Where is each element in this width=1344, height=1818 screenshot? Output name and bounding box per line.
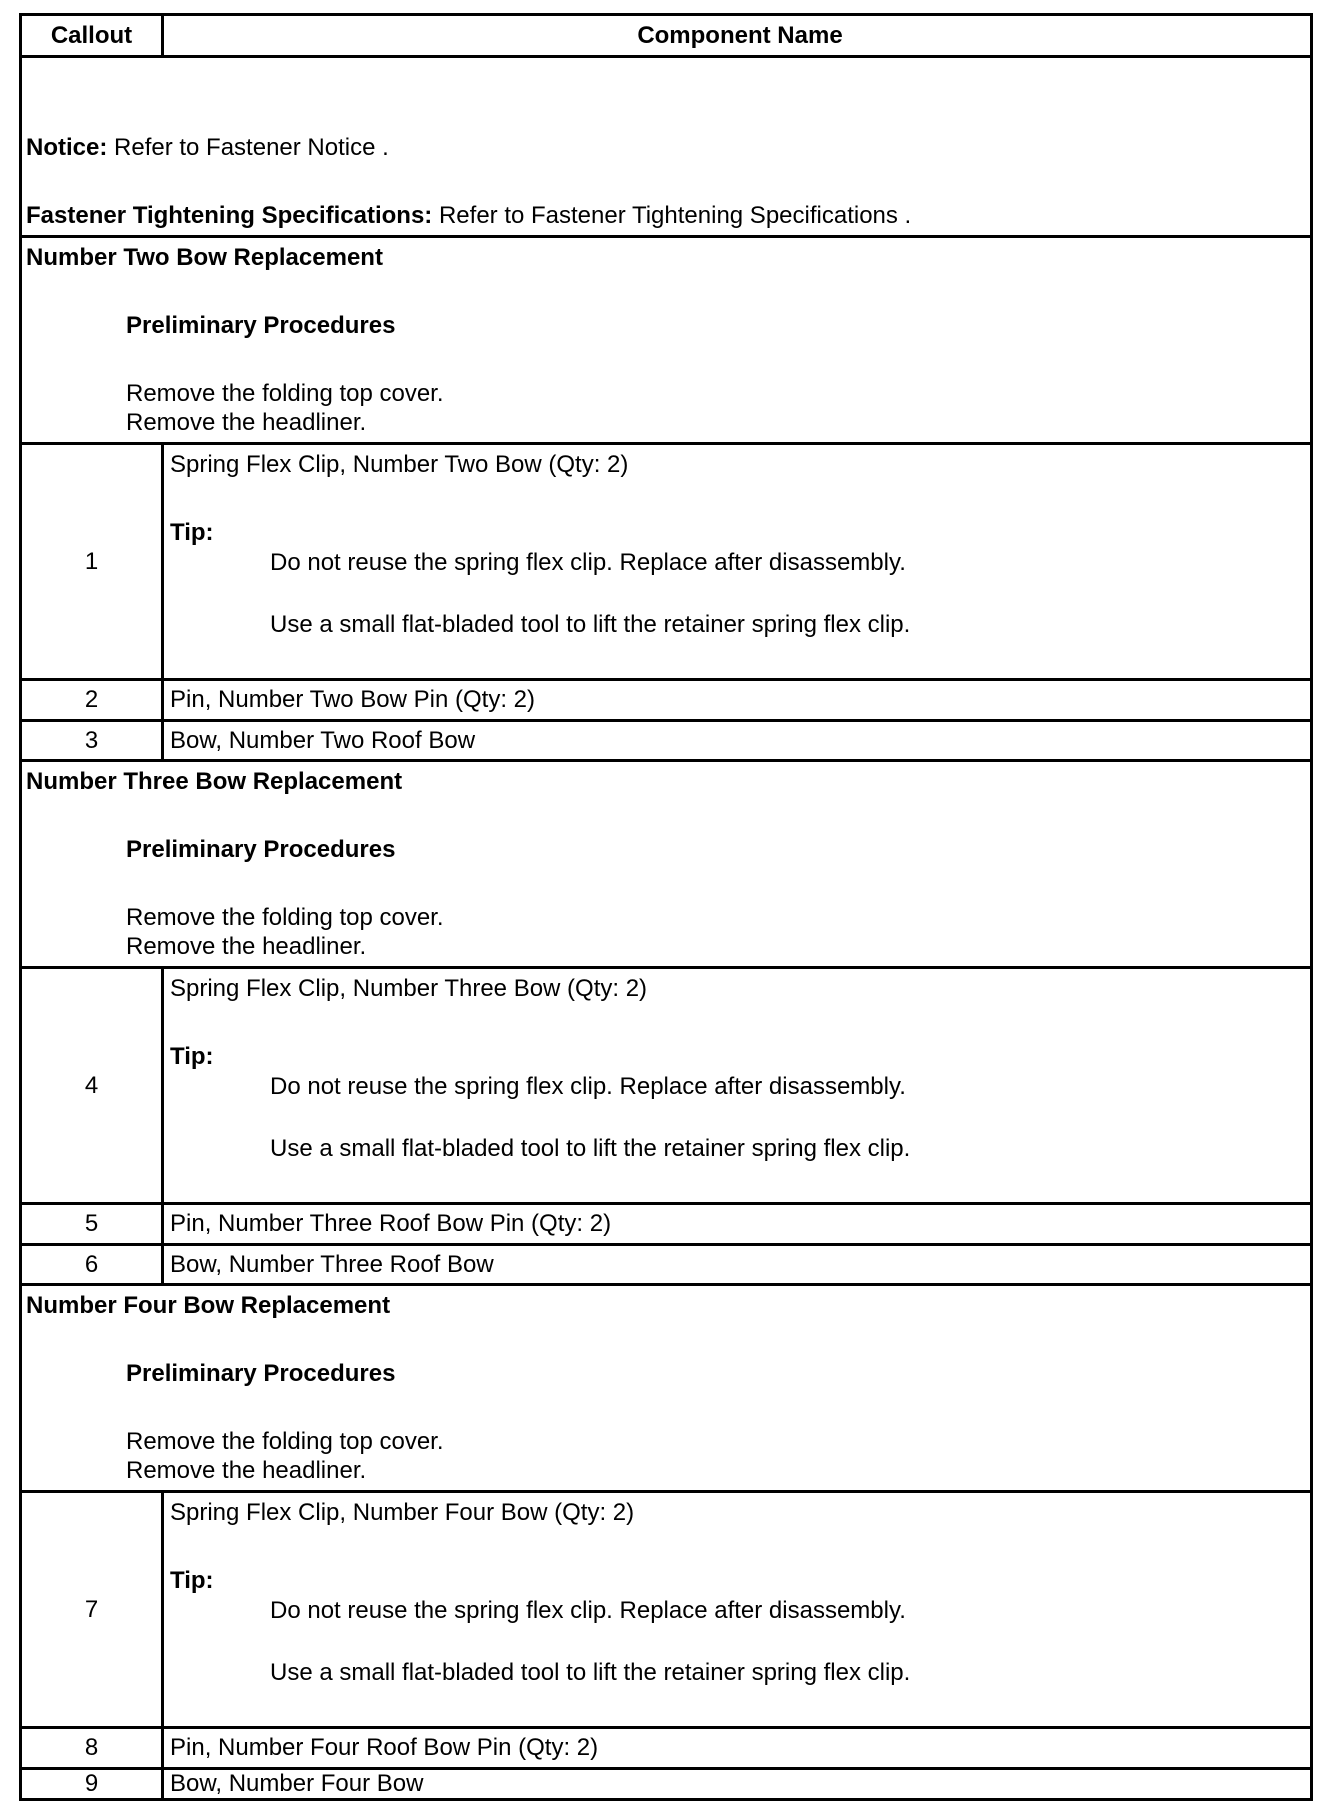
section-header-row	[19, 235, 1313, 445]
table-row	[19, 1490, 1313, 1729]
notice-text: Refer to Fastener Notice .	[107, 134, 389, 161]
component-cell	[164, 969, 1310, 1202]
tip-text: Do not reuse the spring flex clip. Replace after disassembly.	[270, 1597, 906, 1624]
tip-text: Use a small flat-bladed tool to lift the retainer spring flex clip.	[270, 611, 911, 638]
callout-number: 6	[22, 1246, 164, 1283]
component-cell	[164, 681, 1310, 719]
section-header-row	[19, 759, 1313, 969]
tip-text: Use a small flat-bladed tool to lift the retainer spring flex clip.	[270, 1135, 911, 1162]
component-name: Spring Flex Clip, Number Two Bow (Qty: 2)	[170, 451, 629, 478]
callout-number: 8	[22, 1729, 164, 1767]
callout-number: 3	[22, 722, 164, 759]
table-row	[19, 966, 1313, 1205]
tip-text: Do not reuse the spring flex clip. Replace after disassembly.	[270, 549, 906, 576]
notice-row	[19, 55, 1313, 238]
component-name: Bow, Number Four Bow	[170, 1770, 424, 1797]
component-column-header: Component Name	[637, 21, 843, 49]
section-title: Number Four Bow Replacement	[26, 1292, 391, 1319]
prelim-step: Remove the headliner.	[126, 1457, 367, 1484]
component-cell	[164, 445, 1310, 678]
prelim-step: Remove the headliner.	[126, 409, 367, 436]
prelim-heading: Preliminary Procedures	[126, 312, 396, 339]
tip-label: Tip:	[170, 1567, 214, 1594]
callout-column-header: Callout	[22, 16, 164, 55]
component-cell	[164, 1246, 1310, 1283]
notice-line	[26, 134, 389, 162]
callout-number: 7	[22, 1493, 164, 1726]
callout-number: 2	[22, 681, 164, 719]
table-row	[19, 1243, 1313, 1286]
component-cell	[164, 1729, 1310, 1767]
table-row	[19, 1202, 1313, 1246]
prelim-step: Remove the headliner.	[126, 933, 367, 960]
spec-text: Refer to Fastener Tightening Specifications .	[432, 202, 912, 229]
callout-number: 4	[22, 969, 164, 1202]
spec-label: Fastener Tightening Specifications:	[26, 202, 433, 229]
component-table	[19, 13, 1313, 1801]
table-row	[19, 678, 1313, 722]
prelim-step: Remove the folding top cover.	[126, 380, 444, 407]
component-name: Bow, Number Two Roof Bow	[170, 727, 476, 754]
callout-number: 9	[22, 1770, 164, 1798]
component-name: Pin, Number Three Roof Bow Pin (Qty: 2)	[170, 1210, 612, 1237]
section-title: Number Two Bow Replacement	[26, 244, 383, 271]
component-name: Bow, Number Three Roof Bow	[170, 1251, 494, 1278]
table-row	[19, 442, 1313, 681]
component-cell	[164, 1493, 1310, 1726]
table-row	[19, 719, 1313, 762]
callout-number: 5	[22, 1205, 164, 1243]
prelim-heading: Preliminary Procedures	[126, 836, 396, 863]
tip-label: Tip:	[170, 519, 214, 546]
component-cell	[164, 1205, 1310, 1243]
tip-text: Do not reuse the spring flex clip. Replace after disassembly.	[270, 1073, 906, 1100]
section-title: Number Three Bow Replacement	[26, 768, 403, 795]
prelim-step: Remove the folding top cover.	[126, 904, 444, 931]
section-header-row	[19, 1283, 1313, 1493]
notice-label: Notice:	[26, 134, 108, 161]
table-header-row	[19, 13, 1313, 58]
component-name: Spring Flex Clip, Number Four Bow (Qty: 2)	[170, 1499, 635, 1526]
prelim-heading: Preliminary Procedures	[126, 1360, 396, 1387]
component-cell	[164, 722, 1310, 759]
prelim-step: Remove the folding top cover.	[126, 1428, 444, 1455]
table-row	[19, 1767, 1313, 1801]
component-cell	[164, 1770, 1310, 1798]
component-name: Pin, Number Two Bow Pin (Qty: 2)	[170, 686, 536, 713]
callout-number: 1	[22, 445, 164, 678]
component-name: Pin, Number Four Roof Bow Pin (Qty: 2)	[170, 1734, 599, 1761]
table-row	[19, 1726, 1313, 1770]
tip-text: Use a small flat-bladed tool to lift the retainer spring flex clip.	[270, 1659, 911, 1686]
component-name: Spring Flex Clip, Number Three Bow (Qty: 2)	[170, 975, 648, 1002]
tip-label: Tip:	[170, 1043, 214, 1070]
spec-line	[26, 202, 911, 230]
